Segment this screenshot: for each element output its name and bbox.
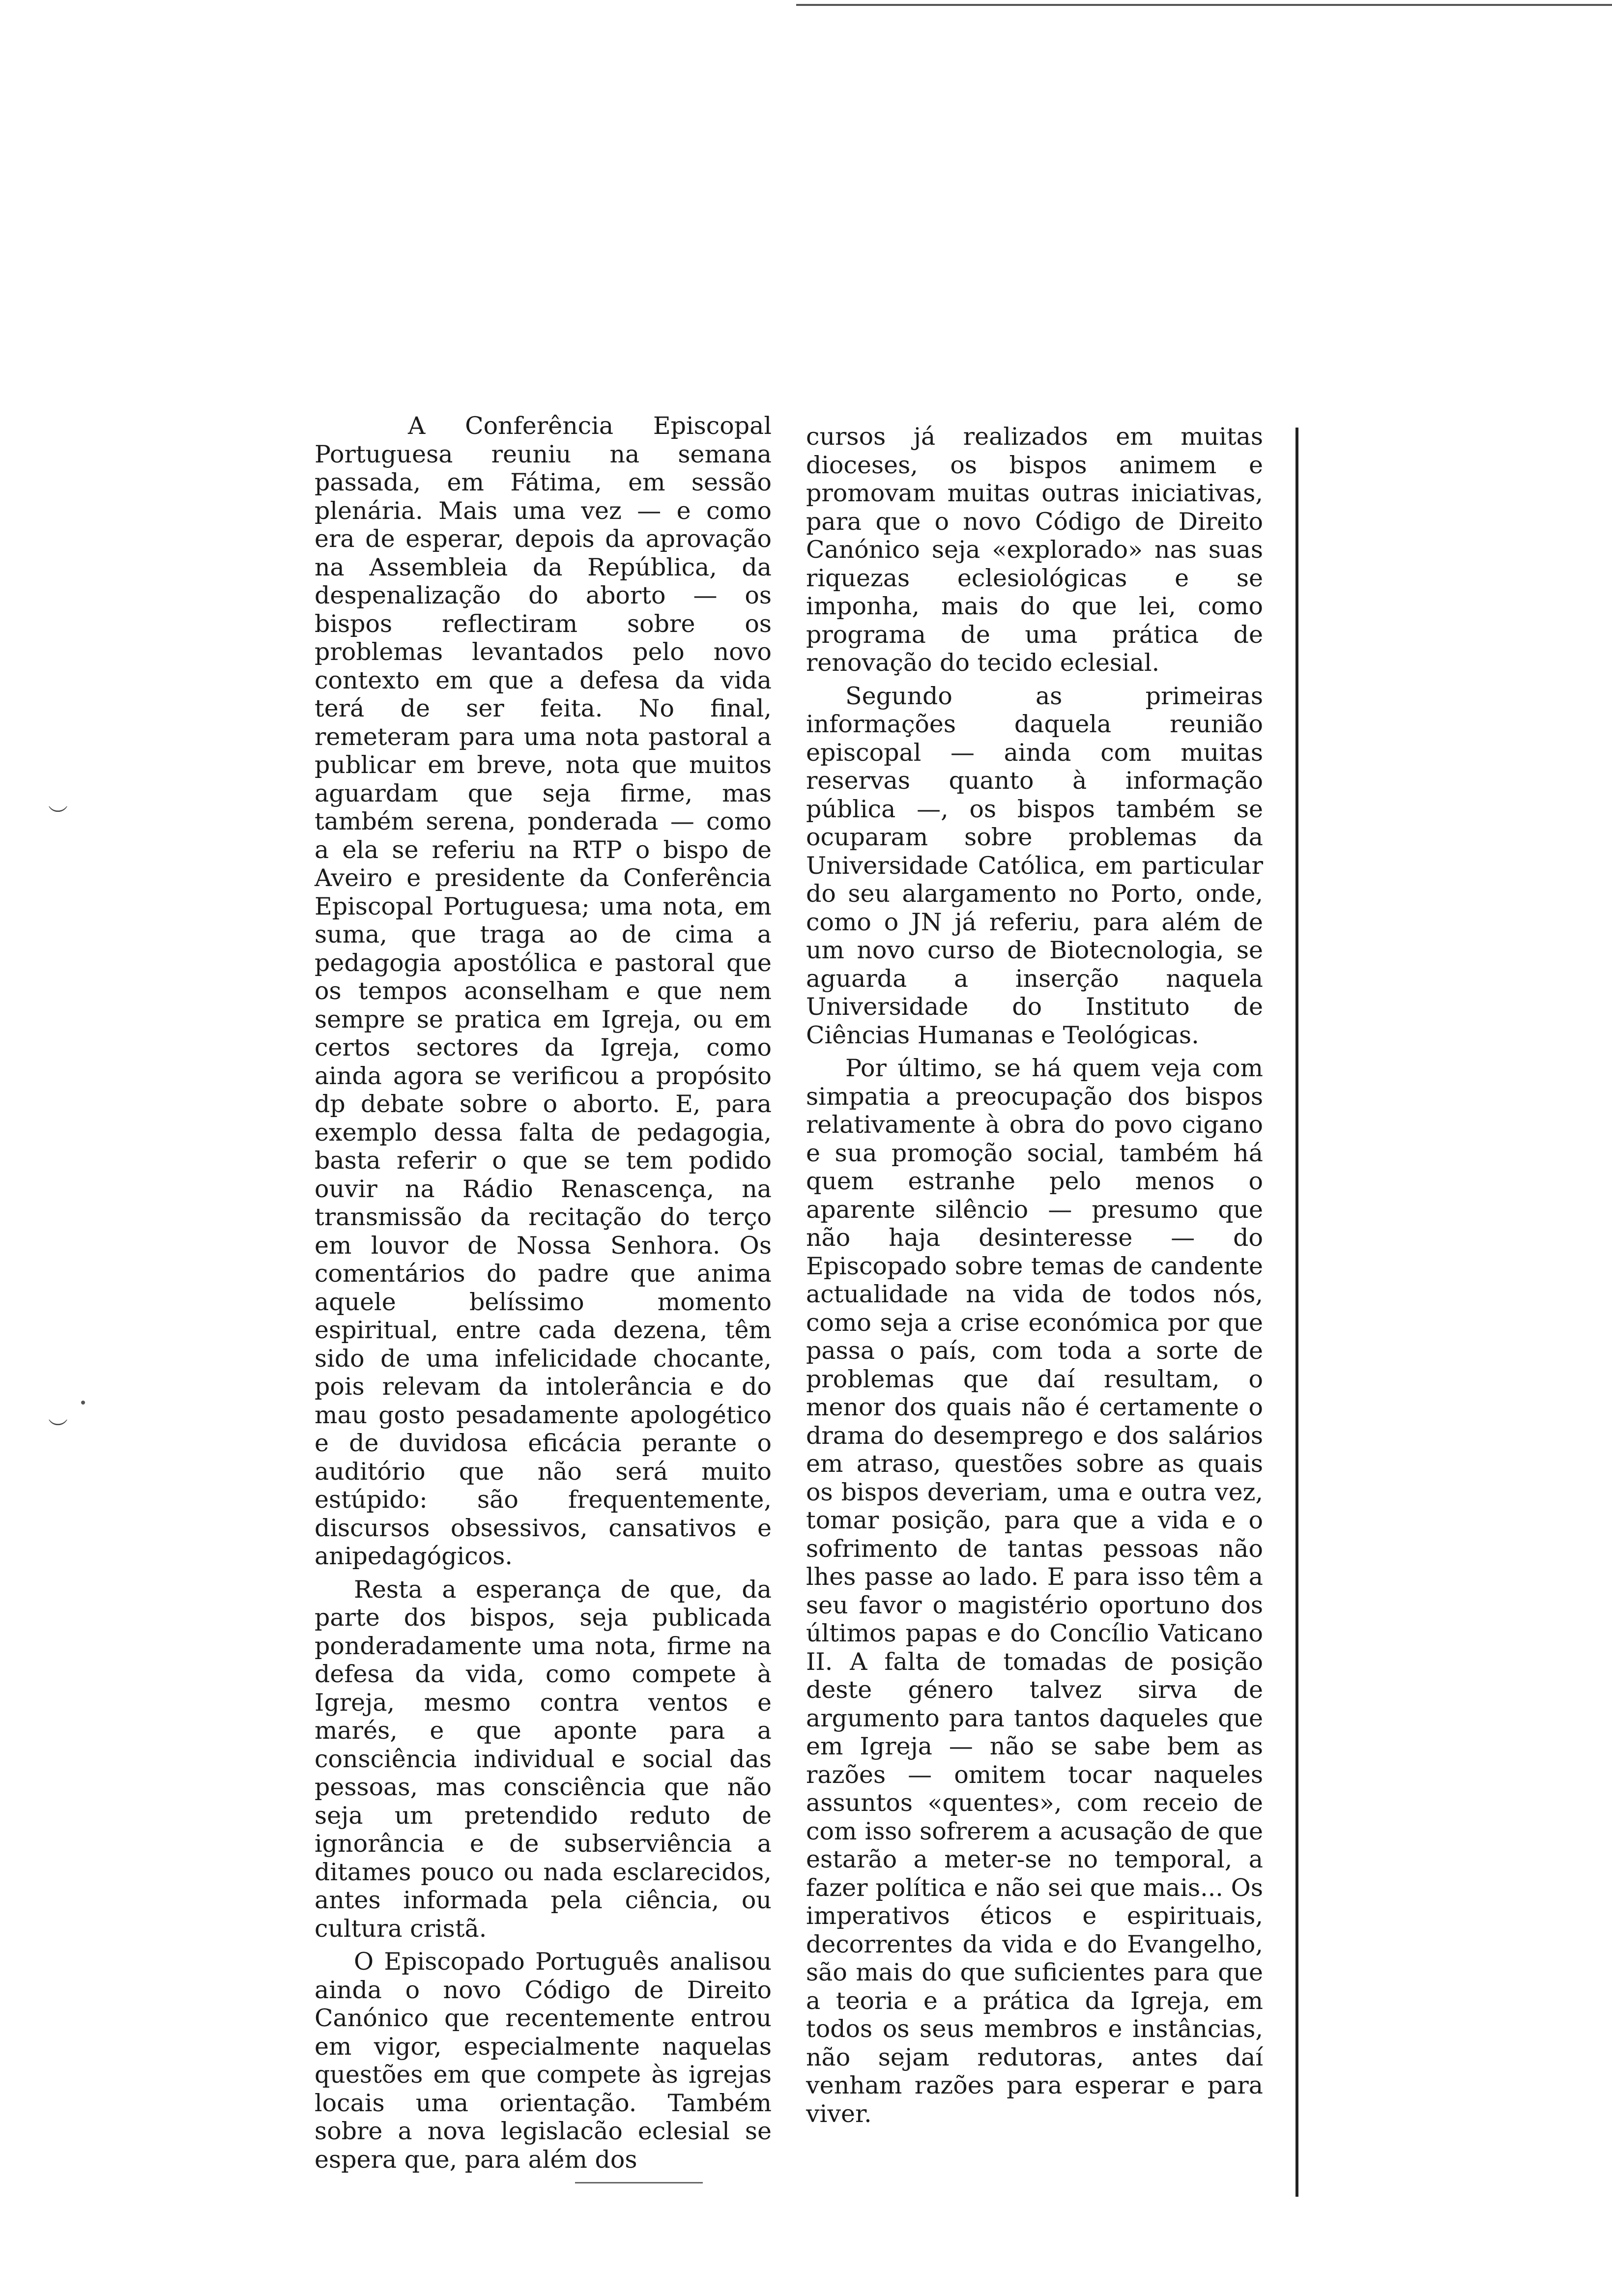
article-paragraph: Por último, se há quem veja com simpatia a preocupação dos bispos relativamente à obra do povo cigano e sua promoção social, também há quem estranhe pelo menos o aparente silêncio — presumo que não haja desinteresse — do Episcopado sobre temas de candente actualidade na vida de todos nós, como seja a crise económica por que passa o país, com toda a sorte de problemas que daí resultam, o menor dos quais não é certamente o drama do desemprego e dos salários em atraso, questões sobre as quais os bispos deveriam, uma e outra vez, tomar posição, para que a vida e o sofrimento de tantas pessoas não lhes passe ao lado. E para isso têm a seu favor o magistério oportuno dos últimos papas e do Concílio Vaticano II. A falta de tomadas de posição deste género talvez sirva de argumento para tantos daqueles que em Igreja — não se sabe bem as razões — omitem tocar naqueles assuntos «quentes», com receio de com isso sofrerem a acusação de que estarão a meter-se no temporal, a fazer política e não sei que mais... Os imperativos éticos e espirituais, decorrentes da vida e do Evangelho, são mais do que suficientes para que a teoria e a prática da Igreja, em todos os seus membros e instâncias, não sejam redutoras, antes daí venham razões para esperar e para viver. xyxy=(806,1054,1263,2128)
article-paragraph: Resta a esperança de que, da parte dos bispos, seja publicada ponderadamente uma nota, firme na defesa da vida, como compete à Igreja, mesmo contra ventos e marés, e que aponte para a consciência individual e social das pessoas, mas consciência que não seja um pretendido reduto de ignorância e de subserviência a ditames pouco ou nada esclarecidos, antes informada pela ciência, ou cultura cristã. xyxy=(315,1575,772,1943)
margin-mark: ︶ xyxy=(48,804,68,827)
article-paragraph: Segundo as primeiras informações daquela reunião episcopal — ainda com muitas reservas quanto à informação pública —, os bispos também se ocuparam sobre problemas da Universidade Católica, em particular do seu alargamento no Porto, onde, como o JN já referiu, para além de um novo curso de Biotecnologia, se aguarda a inserção naquela Universidade do Instituto de Ciências Humanas e Teológicas. xyxy=(806,682,1263,1049)
bottom-rule xyxy=(575,2182,703,2183)
newspaper-article xyxy=(315,412,1293,2191)
margin-speck xyxy=(81,1401,85,1405)
article-paragraph: cursos já realizados em muitas dioceses, os bispos animem e promovam muitas outras iniciativas, para que o novo Código de Direito Canónico seja «explorado» nas suas riquezas eclesiológicas e se imponha, mais do que lei, como programa de uma prática de renovação do tecido eclesial. xyxy=(806,423,1263,677)
top-edge-rule xyxy=(796,4,1612,6)
article-column-left xyxy=(315,412,772,2179)
article-paragraph: A Conferência Episcopal Portuguesa reuniu na semana passada, em Fátima, em sessão plenária. Mais uma vez — e como era de esperar, depois da aprovação na Assembleia da República, da despenalização do aborto — os bispos reflectiram sobre os problemas levantados pelo novo contexto em que a defesa da vida terá de ser feita. No final, remeteram para uma nota pastoral a publicar em breve, nota que muitos aguardam que seja firme, mas também serena, ponderada — como a ela se referiu na RTP o bispo de Aveiro e presidente da Conferência Episcopal Portuguesa; uma nota, em suma, que traga ao de cima a pedagogia apostólica e pastoral que os tempos aconselham e que nem sempre se pratica em Igreja, ou em certos sectores da Igreja, como ainda agora se verificou a propósito dp debate sobre o aborto. E, para exemplo dessa falta de pedagogia, basta referir o que se tem podido ouvir na Rádio Renascença, na transmissão da recitação do terço em louvor de Nossa Senhora. Os comentários do padre que anima aquele belíssimo momento espiritual, entre cada dezena, têm sido de uma infelicidade chocante, pois relevam da intolerância e do mau gosto pesadamente apologético e de duvidosa eficácia perante o auditório que não será muito estúpido: são frequentemente, discursos obsessivos, cansativos e anipedagógicos. xyxy=(315,412,772,1570)
article-paragraph: O Episcopado Português analisou ainda o novo Código de Direito Canónico que recentemente entrou em vigor, especialmente naquelas questões em que compete às igrejas locais uma orientação. Também sobre a nova legislacão eclesial se espera que, para além dos xyxy=(315,1948,772,2174)
article-column-right xyxy=(806,423,1263,2133)
column-rule-right xyxy=(1295,428,1298,2197)
margin-mark: ︶ xyxy=(48,1418,68,1440)
